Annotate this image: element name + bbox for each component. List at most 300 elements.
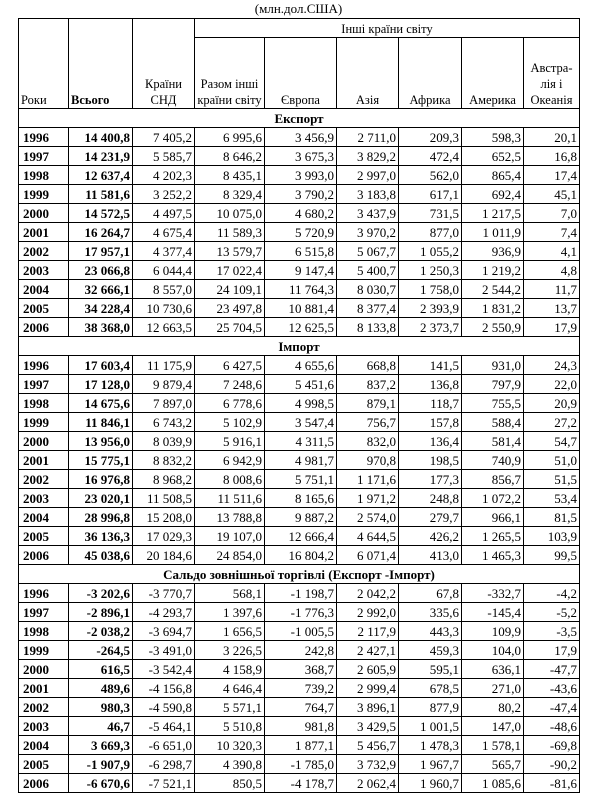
- year-cell: 2000: [19, 432, 69, 451]
- total-cell: 980,3: [69, 698, 133, 717]
- section-title: Імпорт: [19, 337, 580, 356]
- year-cell: 1999: [19, 641, 69, 660]
- year-cell: 1997: [19, 147, 69, 166]
- year-cell: 2004: [19, 280, 69, 299]
- value-cell: 5 400,7: [337, 261, 399, 280]
- value-cell: 11 764,3: [265, 280, 337, 299]
- value-cell: 5 451,6: [265, 375, 337, 394]
- total-cell: 14 675,6: [69, 394, 133, 413]
- year-cell: 2004: [19, 508, 69, 527]
- trade-table: [18, 18, 580, 793]
- value-cell: 16 804,2: [265, 546, 337, 565]
- value-cell: 8 557,0: [133, 280, 195, 299]
- table-row: [19, 375, 580, 394]
- value-cell: -5,2: [524, 603, 580, 622]
- value-cell: 1 171,6: [337, 470, 399, 489]
- value-cell: 17,9: [524, 318, 580, 337]
- value-cell: 3 790,2: [265, 185, 337, 204]
- year-cell: 1999: [19, 185, 69, 204]
- value-cell: -3 491,0: [133, 641, 195, 660]
- value-cell: 80,2: [462, 698, 524, 717]
- value-cell: 23 497,8: [195, 299, 265, 318]
- value-cell: 668,8: [337, 356, 399, 375]
- value-cell: 3 547,4: [265, 413, 337, 432]
- total-cell: 36 136,3: [69, 527, 133, 546]
- value-cell: -1 776,3: [265, 603, 337, 622]
- value-cell: 3 829,2: [337, 147, 399, 166]
- value-cell: 6 515,8: [265, 242, 337, 261]
- total-cell: 11 581,6: [69, 185, 133, 204]
- value-cell: 53,4: [524, 489, 580, 508]
- value-cell: 209,3: [399, 128, 462, 147]
- total-cell: 17 603,4: [69, 356, 133, 375]
- value-cell: -7 521,1: [133, 774, 195, 793]
- value-cell: 4 390,8: [195, 755, 265, 774]
- table-row: [19, 394, 580, 413]
- value-cell: 1 397,6: [195, 603, 265, 622]
- value-cell: 3 456,9: [265, 128, 337, 147]
- value-cell: 8 030,7: [337, 280, 399, 299]
- value-cell: 12 663,5: [133, 318, 195, 337]
- value-cell: 99,5: [524, 546, 580, 565]
- value-cell: 147,0: [462, 717, 524, 736]
- value-cell: 248,8: [399, 489, 462, 508]
- value-cell: 755,5: [462, 394, 524, 413]
- year-cell: 2002: [19, 698, 69, 717]
- value-cell: 2 117,9: [337, 622, 399, 641]
- value-cell: 3 970,2: [337, 223, 399, 242]
- year-cell: 1996: [19, 584, 69, 603]
- value-cell: 617,1: [399, 185, 462, 204]
- value-cell: -4 156,8: [133, 679, 195, 698]
- section-title: Експорт: [19, 109, 580, 128]
- total-cell: 34 228,4: [69, 299, 133, 318]
- value-cell: 2 574,0: [337, 508, 399, 527]
- value-cell: 581,4: [462, 432, 524, 451]
- value-cell: 4 646,4: [195, 679, 265, 698]
- value-cell: 636,1: [462, 660, 524, 679]
- value-cell: 6 743,2: [133, 413, 195, 432]
- value-cell: 1 971,2: [337, 489, 399, 508]
- value-cell: 271,0: [462, 679, 524, 698]
- header-other-total: Разом інші країни світу: [195, 38, 265, 109]
- value-cell: -47,4: [524, 698, 580, 717]
- value-cell: 27,2: [524, 413, 580, 432]
- section-header-row: [19, 109, 580, 128]
- value-cell: 8 165,6: [265, 489, 337, 508]
- value-cell: 198,5: [399, 451, 462, 470]
- value-cell: 413,0: [399, 546, 462, 565]
- value-cell: 2 062,4: [337, 774, 399, 793]
- value-cell: 1 219,2: [462, 261, 524, 280]
- total-cell: 14 400,8: [69, 128, 133, 147]
- total-cell: -264,5: [69, 641, 133, 660]
- value-cell: -81,6: [524, 774, 580, 793]
- value-cell: 5 720,9: [265, 223, 337, 242]
- value-cell: 25 704,5: [195, 318, 265, 337]
- header-years: Роки: [19, 19, 69, 109]
- value-cell: 9 879,4: [133, 375, 195, 394]
- value-cell: 16,8: [524, 147, 580, 166]
- total-cell: 46,7: [69, 717, 133, 736]
- value-cell: 11 508,5: [133, 489, 195, 508]
- value-cell: 6 044,4: [133, 261, 195, 280]
- value-cell: -3 694,7: [133, 622, 195, 641]
- table-row: [19, 641, 580, 660]
- value-cell: -3,5: [524, 622, 580, 641]
- year-cell: 2006: [19, 546, 69, 565]
- value-cell: 2 042,2: [337, 584, 399, 603]
- value-cell: 157,8: [399, 413, 462, 432]
- value-cell: 1 085,6: [462, 774, 524, 793]
- value-cell: 22,0: [524, 375, 580, 394]
- value-cell: 739,2: [265, 679, 337, 698]
- value-cell: 6 942,9: [195, 451, 265, 470]
- section-header-row: [19, 337, 580, 356]
- value-cell: 4 158,9: [195, 660, 265, 679]
- value-cell: 8 329,4: [195, 185, 265, 204]
- value-cell: 51,0: [524, 451, 580, 470]
- value-cell: 368,7: [265, 660, 337, 679]
- value-cell: 4,1: [524, 242, 580, 261]
- value-cell: 850,5: [195, 774, 265, 793]
- table-row: [19, 261, 580, 280]
- value-cell: 1 877,1: [265, 736, 337, 755]
- value-cell: 8 008,6: [195, 470, 265, 489]
- total-cell: 17 957,1: [69, 242, 133, 261]
- header-australia: Австра-лія і Океанія: [524, 38, 580, 109]
- table-row: [19, 128, 580, 147]
- value-cell: 7 897,0: [133, 394, 195, 413]
- total-cell: 23 066,8: [69, 261, 133, 280]
- total-cell: 489,6: [69, 679, 133, 698]
- value-cell: 11,7: [524, 280, 580, 299]
- value-cell: -6 298,7: [133, 755, 195, 774]
- value-cell: 17 029,3: [133, 527, 195, 546]
- value-cell: 3 429,5: [337, 717, 399, 736]
- value-cell: 5 510,8: [195, 717, 265, 736]
- value-cell: 11 175,9: [133, 356, 195, 375]
- value-cell: 13 788,8: [195, 508, 265, 527]
- total-cell: -1 907,9: [69, 755, 133, 774]
- value-cell: 1 478,3: [399, 736, 462, 755]
- table-row: [19, 622, 580, 641]
- value-cell: 1 967,7: [399, 755, 462, 774]
- table-row: [19, 736, 580, 755]
- value-cell: 4 675,4: [133, 223, 195, 242]
- value-cell: 20,9: [524, 394, 580, 413]
- value-cell: 877,9: [399, 698, 462, 717]
- value-cell: 595,1: [399, 660, 462, 679]
- value-cell: 177,3: [399, 470, 462, 489]
- value-cell: 756,7: [337, 413, 399, 432]
- value-cell: 1 831,2: [462, 299, 524, 318]
- value-cell: 136,4: [399, 432, 462, 451]
- year-cell: 2006: [19, 318, 69, 337]
- value-cell: -4 178,7: [265, 774, 337, 793]
- value-cell: 7 405,2: [133, 128, 195, 147]
- table-row: [19, 717, 580, 736]
- value-cell: -145,4: [462, 603, 524, 622]
- value-cell: 562,0: [399, 166, 462, 185]
- table-row: [19, 432, 580, 451]
- table-row: [19, 413, 580, 432]
- value-cell: 3 675,3: [265, 147, 337, 166]
- value-cell: 4 202,3: [133, 166, 195, 185]
- value-cell: 936,9: [462, 242, 524, 261]
- value-cell: 1 055,2: [399, 242, 462, 261]
- value-cell: 970,8: [337, 451, 399, 470]
- total-cell: 15 775,1: [69, 451, 133, 470]
- value-cell: 7 248,6: [195, 375, 265, 394]
- year-cell: 1998: [19, 394, 69, 413]
- header-total: Всього: [69, 19, 133, 109]
- value-cell: 279,7: [399, 508, 462, 527]
- total-cell: 16 264,7: [69, 223, 133, 242]
- value-cell: 54,7: [524, 432, 580, 451]
- value-cell: 966,1: [462, 508, 524, 527]
- value-cell: 832,0: [337, 432, 399, 451]
- total-cell: 13 956,0: [69, 432, 133, 451]
- year-cell: 2002: [19, 242, 69, 261]
- value-cell: 17,9: [524, 641, 580, 660]
- year-cell: 2005: [19, 527, 69, 546]
- value-cell: 3 226,5: [195, 641, 265, 660]
- table-row: [19, 470, 580, 489]
- value-cell: -1 005,5: [265, 622, 337, 641]
- total-cell: 16 976,8: [69, 470, 133, 489]
- table-row: [19, 546, 580, 565]
- value-cell: 837,2: [337, 375, 399, 394]
- value-cell: 877,0: [399, 223, 462, 242]
- value-cell: 45,1: [524, 185, 580, 204]
- value-cell: 5 916,1: [195, 432, 265, 451]
- value-cell: 4 680,2: [265, 204, 337, 223]
- table-row: [19, 660, 580, 679]
- value-cell: 3 437,9: [337, 204, 399, 223]
- value-cell: 8 377,4: [337, 299, 399, 318]
- value-cell: 4,8: [524, 261, 580, 280]
- value-cell: 2 605,9: [337, 660, 399, 679]
- total-cell: 3 669,3: [69, 736, 133, 755]
- value-cell: 12 625,5: [265, 318, 337, 337]
- table-row: [19, 584, 580, 603]
- value-cell: 1 758,0: [399, 280, 462, 299]
- value-cell: 8 133,8: [337, 318, 399, 337]
- total-cell: 45 038,6: [69, 546, 133, 565]
- value-cell: 6 427,5: [195, 356, 265, 375]
- value-cell: 12 666,4: [265, 527, 337, 546]
- year-cell: 2001: [19, 223, 69, 242]
- value-cell: 1 250,3: [399, 261, 462, 280]
- value-cell: 3 896,1: [337, 698, 399, 717]
- value-cell: 2 544,2: [462, 280, 524, 299]
- value-cell: 2 373,7: [399, 318, 462, 337]
- value-cell: 1 465,3: [462, 546, 524, 565]
- value-cell: 19 107,0: [195, 527, 265, 546]
- value-cell: 740,9: [462, 451, 524, 470]
- value-cell: 13,7: [524, 299, 580, 318]
- year-cell: 1996: [19, 128, 69, 147]
- value-cell: 568,1: [195, 584, 265, 603]
- header-america: Америка: [462, 38, 524, 109]
- table-row: [19, 527, 580, 546]
- value-cell: 1 217,5: [462, 204, 524, 223]
- value-cell: 118,7: [399, 394, 462, 413]
- year-cell: 1997: [19, 603, 69, 622]
- year-cell: 2005: [19, 299, 69, 318]
- year-cell: 2001: [19, 679, 69, 698]
- value-cell: 5 067,7: [337, 242, 399, 261]
- year-cell: 2003: [19, 717, 69, 736]
- total-cell: 23 020,1: [69, 489, 133, 508]
- total-cell: 28 996,8: [69, 508, 133, 527]
- year-cell: 2000: [19, 660, 69, 679]
- total-cell: 12 637,4: [69, 166, 133, 185]
- value-cell: 20,1: [524, 128, 580, 147]
- value-cell: 865,4: [462, 166, 524, 185]
- section-title: Сальдо зовнішньої торгівлі (Експорт -Імпорт): [19, 565, 580, 584]
- value-cell: -4 590,8: [133, 698, 195, 717]
- value-cell: 7,0: [524, 204, 580, 223]
- value-cell: 2 711,0: [337, 128, 399, 147]
- header-other-group: Інші країни світу: [195, 19, 580, 38]
- value-cell: 11 511,6: [195, 489, 265, 508]
- total-cell: 11 846,1: [69, 413, 133, 432]
- year-cell: 1998: [19, 166, 69, 185]
- value-cell: 2 992,0: [337, 603, 399, 622]
- value-cell: 2 997,0: [337, 166, 399, 185]
- value-cell: 15 208,0: [133, 508, 195, 527]
- table-row: [19, 204, 580, 223]
- year-cell: 1999: [19, 413, 69, 432]
- value-cell: 4 497,5: [133, 204, 195, 223]
- value-cell: 2 550,9: [462, 318, 524, 337]
- value-cell: 1 265,5: [462, 527, 524, 546]
- total-cell: 616,5: [69, 660, 133, 679]
- table-row: [19, 166, 580, 185]
- table-row: [19, 508, 580, 527]
- total-cell: 38 368,0: [69, 318, 133, 337]
- value-cell: 6 995,6: [195, 128, 265, 147]
- value-cell: 4 377,4: [133, 242, 195, 261]
- value-cell: -1 785,0: [265, 755, 337, 774]
- header-africa: Африка: [399, 38, 462, 109]
- value-cell: 4 311,5: [265, 432, 337, 451]
- table-row: [19, 280, 580, 299]
- value-cell: 10 730,6: [133, 299, 195, 318]
- value-cell: -43,6: [524, 679, 580, 698]
- value-cell: 1 001,5: [399, 717, 462, 736]
- total-cell: -3 202,6: [69, 584, 133, 603]
- table-row: [19, 318, 580, 337]
- header-europe: Європа: [265, 38, 337, 109]
- value-cell: 1 578,1: [462, 736, 524, 755]
- value-cell: 67,8: [399, 584, 462, 603]
- value-cell: 2 999,4: [337, 679, 399, 698]
- value-cell: 692,4: [462, 185, 524, 204]
- section-header-row: [19, 565, 580, 584]
- table-row: [19, 774, 580, 793]
- value-cell: 5 456,7: [337, 736, 399, 755]
- value-cell: -3 770,7: [133, 584, 195, 603]
- value-cell: 10 320,3: [195, 736, 265, 755]
- value-cell: 588,4: [462, 413, 524, 432]
- value-cell: 4 998,5: [265, 394, 337, 413]
- table-row: [19, 147, 580, 166]
- value-cell: 136,8: [399, 375, 462, 394]
- value-cell: 981,8: [265, 717, 337, 736]
- value-cell: 764,7: [265, 698, 337, 717]
- value-cell: 9 887,2: [265, 508, 337, 527]
- year-cell: 2006: [19, 774, 69, 793]
- value-cell: 1 656,5: [195, 622, 265, 641]
- year-cell: 1998: [19, 622, 69, 641]
- value-cell: 652,5: [462, 147, 524, 166]
- year-cell: 2003: [19, 489, 69, 508]
- value-cell: 459,3: [399, 641, 462, 660]
- value-cell: -332,7: [462, 584, 524, 603]
- table-caption: (млн.дол.США): [254, 1, 343, 16]
- value-cell: 5 102,9: [195, 413, 265, 432]
- total-cell: -6 670,6: [69, 774, 133, 793]
- table-row: [19, 223, 580, 242]
- year-cell: 2005: [19, 755, 69, 774]
- value-cell: 8 832,2: [133, 451, 195, 470]
- value-cell: 141,5: [399, 356, 462, 375]
- table-row: [19, 603, 580, 622]
- value-cell: 3 732,9: [337, 755, 399, 774]
- table-row: [19, 451, 580, 470]
- value-cell: -47,7: [524, 660, 580, 679]
- year-cell: 2000: [19, 204, 69, 223]
- table-row: [19, 679, 580, 698]
- year-cell: 2001: [19, 451, 69, 470]
- value-cell: 1 960,7: [399, 774, 462, 793]
- value-cell: 5 751,1: [265, 470, 337, 489]
- value-cell: -4,2: [524, 584, 580, 603]
- year-cell: 1996: [19, 356, 69, 375]
- total-cell: 14 231,9: [69, 147, 133, 166]
- year-cell: 2004: [19, 736, 69, 755]
- total-cell: 32 666,1: [69, 280, 133, 299]
- value-cell: 8 435,1: [195, 166, 265, 185]
- value-cell: 8 039,9: [133, 432, 195, 451]
- value-cell: 426,2: [399, 527, 462, 546]
- value-cell: -48,6: [524, 717, 580, 736]
- value-cell: 335,6: [399, 603, 462, 622]
- value-cell: 2 393,9: [399, 299, 462, 318]
- value-cell: 856,7: [462, 470, 524, 489]
- value-cell: 2 427,1: [337, 641, 399, 660]
- table-row: [19, 755, 580, 774]
- value-cell: -3 542,4: [133, 660, 195, 679]
- value-cell: 1 072,2: [462, 489, 524, 508]
- value-cell: 565,7: [462, 755, 524, 774]
- value-cell: 443,3: [399, 622, 462, 641]
- table-row: [19, 299, 580, 318]
- value-cell: 24 854,0: [195, 546, 265, 565]
- value-cell: 4 981,7: [265, 451, 337, 470]
- header-asia: Азія: [337, 38, 399, 109]
- value-cell: 4 644,5: [337, 527, 399, 546]
- value-cell: 5 571,1: [195, 698, 265, 717]
- value-cell: 109,9: [462, 622, 524, 641]
- value-cell: 20 184,6: [133, 546, 195, 565]
- value-cell: 11 589,3: [195, 223, 265, 242]
- year-cell: 2003: [19, 261, 69, 280]
- value-cell: 7,4: [524, 223, 580, 242]
